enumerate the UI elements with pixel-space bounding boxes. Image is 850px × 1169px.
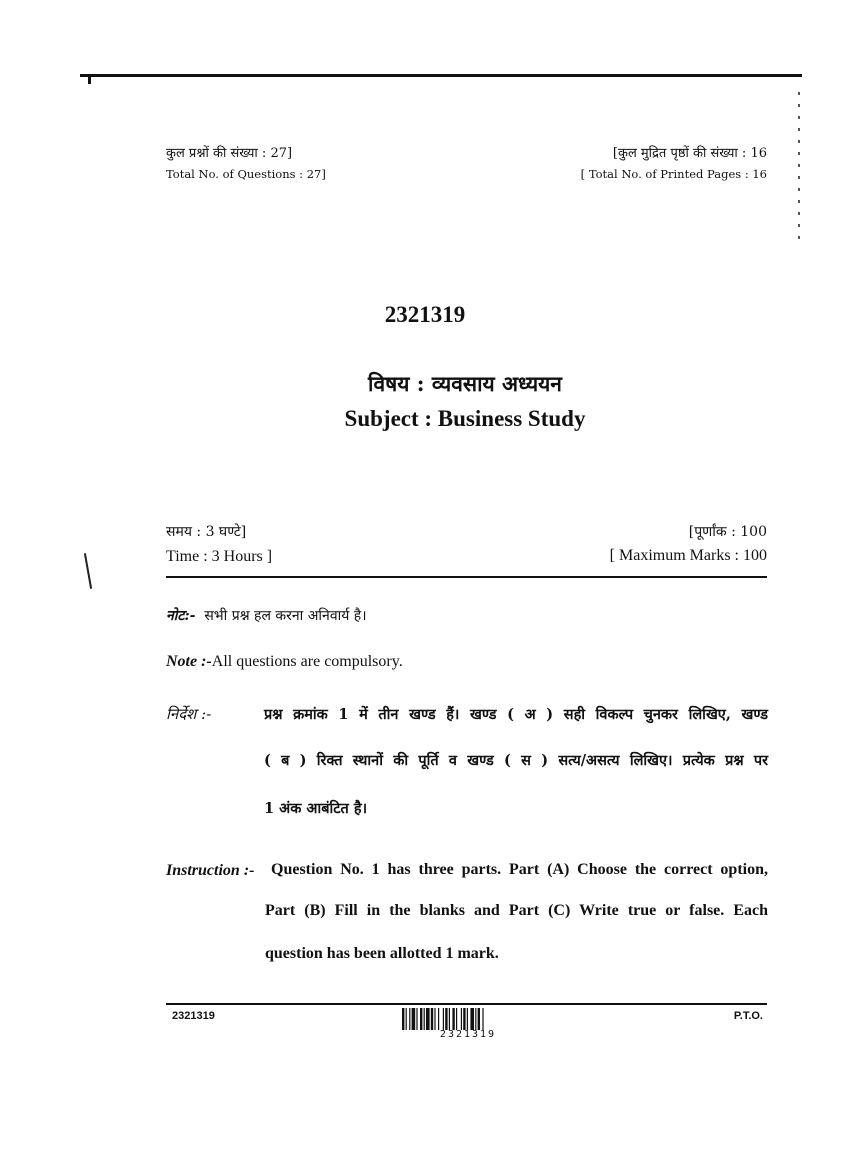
max-marks-english: [ Maximum Marks : 100 [609, 547, 767, 564]
margin-pen-mark [84, 553, 92, 589]
barcode-bar [452, 1008, 454, 1030]
top-border-tick [88, 74, 91, 84]
pto-label: P.T.O. [733, 1010, 763, 1022]
barcode-bar [416, 1008, 417, 1030]
barcode-bar [412, 1008, 416, 1030]
barcode-bar [470, 1008, 474, 1030]
nirdesh-line-2: ( ब ) रिक्त स्थानों की पूर्ति व खण्ड ( स ) सत्य/असत्य लिखिए। प्रत्येक प्रश्न पर [264, 752, 768, 769]
barcode-bar [402, 1008, 404, 1030]
time-hindi: समय : 3 घण्टे] [166, 524, 247, 540]
instruction-label: Instruction :- [166, 862, 255, 879]
footer-paper-code: 2321319 [172, 1010, 215, 1022]
barcode-bar [424, 1008, 425, 1030]
subject-hindi: विषय : व्यवसाय अध्ययन [368, 371, 562, 396]
note-hindi [166, 606, 367, 625]
barcode-bar [406, 1008, 407, 1030]
barcode-bar [467, 1008, 468, 1030]
barcode-bar [438, 1008, 439, 1030]
instruction-line-3: question has been allotted 1 mark. [265, 945, 499, 962]
header-divider [166, 576, 767, 578]
barcode-number: 2321319 [439, 1029, 497, 1040]
paper-code: 2321319 [384, 302, 466, 327]
barcode-bar [409, 1008, 410, 1030]
nirdesh-line-3: 1 अंक आबंटित है। [264, 800, 368, 817]
printed-pages-english: [ Total No. of Printed Pages : 16 [580, 167, 767, 181]
time-english: Time : 3 Hours ] [166, 548, 273, 565]
total-questions-hindi: कुल प्रश्नों की संख्या : 27] [166, 146, 293, 161]
note-english [166, 653, 403, 671]
nirdesh-line-1: प्रश्न क्रमांक 1 में तीन खण्ड हैं। खण्ड ( अ ) सही विकल्प चुनकर लिखिए, खण्ड [264, 706, 768, 723]
barcode [402, 1008, 534, 1030]
barcode-bar [445, 1008, 447, 1030]
barcode-bar [482, 1008, 483, 1030]
barcode-bar [449, 1008, 450, 1030]
note-hindi-label: नोट:- [166, 608, 196, 624]
barcode-bar [461, 1008, 462, 1030]
printed-pages-hindi: [कुल मुद्रित पृष्ठों की संख्या : 16 [612, 146, 767, 161]
barcode-bar [456, 1008, 457, 1030]
barcode-bar [463, 1008, 465, 1030]
top-border-line [80, 74, 802, 77]
instruction-line-2: Part (B) Fill in the blanks and Part (C) Write true or false. Each [265, 902, 768, 919]
max-marks-hindi: [पूर्णांक : 100 [688, 524, 767, 540]
note-english-label: Note :- [166, 653, 212, 670]
scan-edge-dots [798, 92, 800, 242]
barcode-bar [431, 1008, 433, 1030]
barcode-bar [426, 1008, 430, 1030]
footer-divider [166, 1003, 767, 1005]
note-english-text: All questions are compulsory. [211, 653, 403, 670]
total-questions-english: Total No. of Questions : 27] [166, 167, 326, 181]
barcode-bar [434, 1008, 435, 1030]
note-hindi-text: सभी प्रश्न हल करना अनिवार्य है। [204, 608, 367, 624]
barcode-bar [475, 1008, 476, 1030]
instruction-line-1: Question No. 1 has three parts. Part (A) Choose the correct option, [271, 861, 768, 878]
barcode-bar [478, 1008, 480, 1030]
barcode-bar [420, 1008, 422, 1030]
nirdesh-label: निर्देश :- [166, 705, 212, 723]
subject-english: Subject : Business Study [344, 406, 586, 431]
barcode-bar [443, 1008, 444, 1030]
